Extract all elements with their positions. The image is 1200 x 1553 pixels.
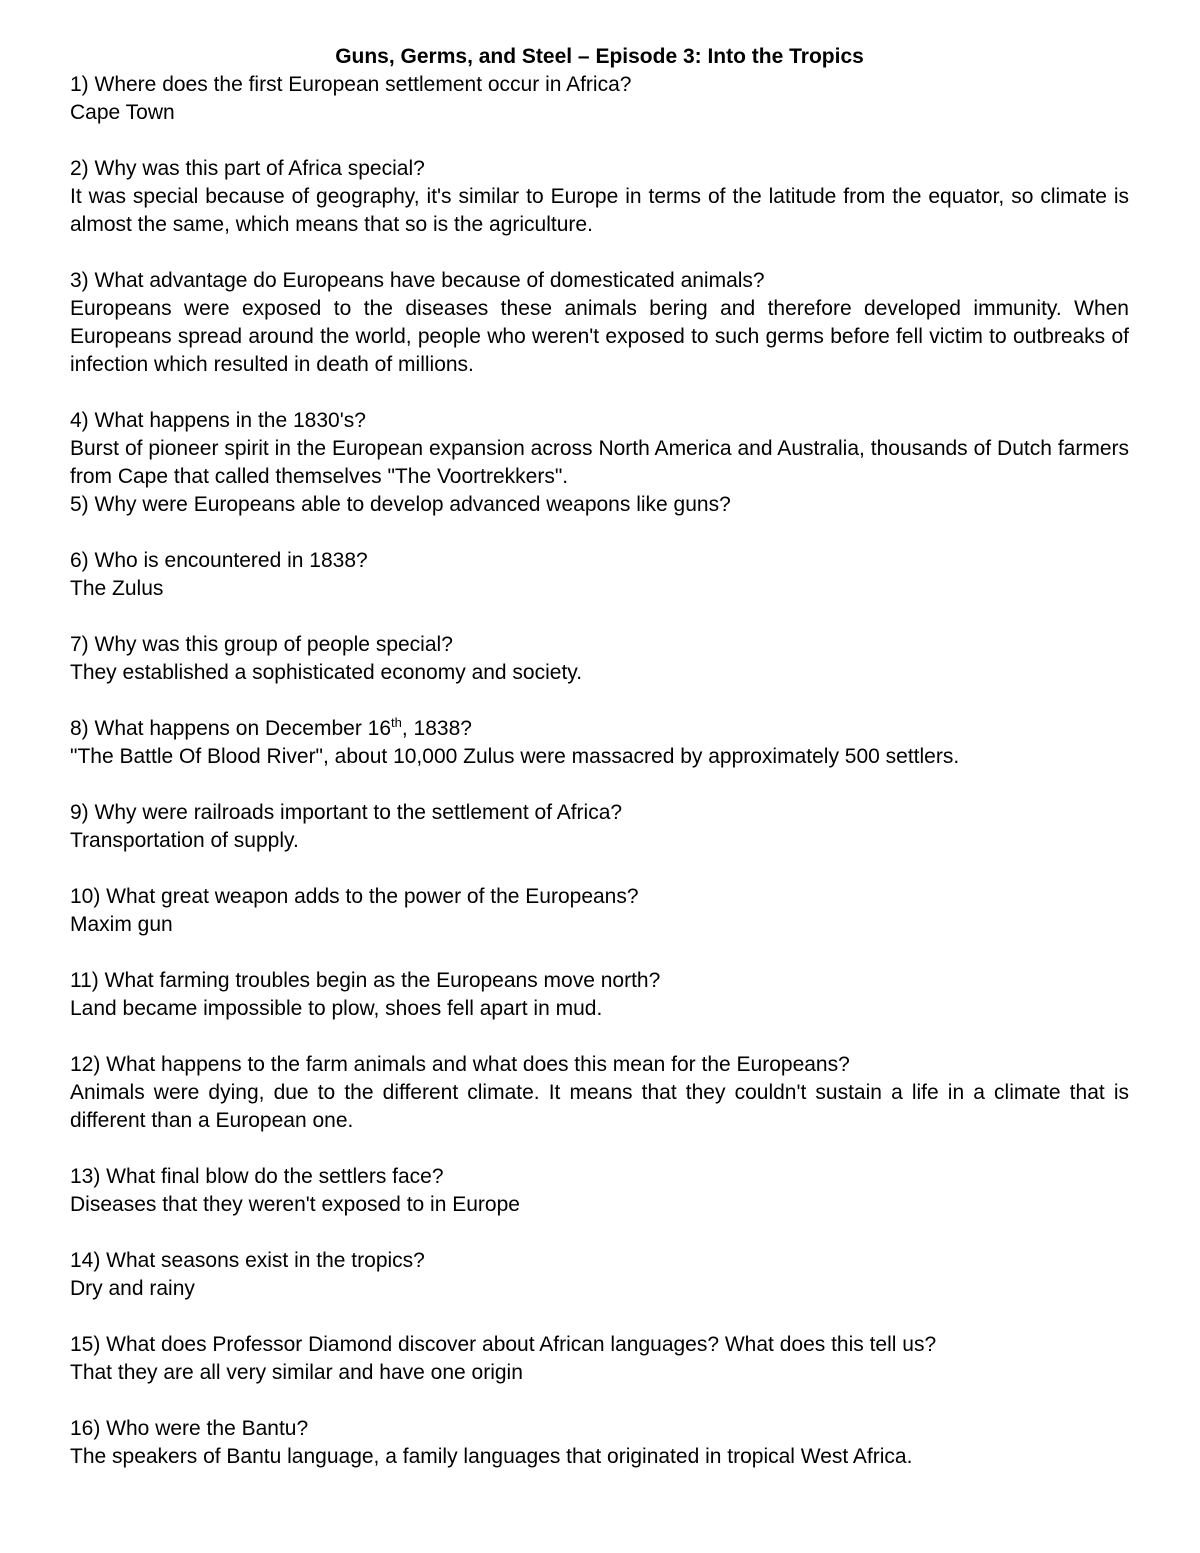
- answer-12: Animals were dying, due to the different climate. It means that they couldn't sustain a life in a climate that is different than a European one.: [70, 1081, 1129, 1132]
- qa-item-7: [70, 631, 1129, 687]
- question-12: 12) What happens to the farm animals and what does this mean for the Europeans?: [70, 1053, 850, 1076]
- question-15: 15) What does Professor Diamond discover about African languages? What does this tell us?: [70, 1333, 937, 1356]
- document-title: Guns, Germs, and Steel – Episode 3: Into the Tropics: [335, 45, 864, 68]
- question-13: 13) What final blow do the settlers face?: [70, 1165, 444, 1188]
- question-16: 16) Who were the Bantu?: [70, 1417, 309, 1440]
- question-9: 9) Why were railroads important to the settlement of Africa?: [70, 801, 623, 824]
- qa-item-6: [70, 547, 1129, 603]
- ordinal-suffix: th: [391, 715, 402, 730]
- question-11: 11) What farming troubles begin as the Europeans move north?: [70, 969, 661, 992]
- qa-item-13: [70, 1163, 1129, 1219]
- answer-8: "The Battle Of Blood River", about 10,000 Zulus were massacred by approximately 500 settlers.: [70, 745, 960, 768]
- question-8: [70, 715, 1129, 743]
- qa-list: [70, 71, 1129, 1471]
- answer-6: The Zulus: [70, 577, 164, 600]
- question-5: 5) Why were Europeans able to develop advanced weapons like guns?: [70, 493, 731, 516]
- question-14: 14) What seasons exist in the tropics?: [70, 1249, 425, 1272]
- answer-13: Diseases that they weren't exposed to in Europe: [70, 1193, 520, 1216]
- answer-9: Transportation of supply.: [70, 829, 299, 852]
- qa-item-10: [70, 883, 1129, 939]
- qa-item-5: [70, 491, 1129, 519]
- question-4: 4) What happens in the 1830's?: [70, 409, 366, 432]
- qa-item-9: [70, 799, 1129, 855]
- qa-item-14: [70, 1247, 1129, 1303]
- qa-item-8: [70, 715, 1129, 771]
- question-2: 2) Why was this part of Africa special?: [70, 157, 425, 180]
- document-page: [70, 43, 1129, 1471]
- answer-7: They established a sophisticated economy and society.: [70, 661, 583, 684]
- question-1: 1) Where does the first European settlement occur in Africa?: [70, 73, 632, 96]
- answer-15: That they are all very similar and have one origin: [70, 1361, 523, 1384]
- answer-10: Maxim gun: [70, 913, 173, 936]
- question-8-suffix: , 1838?: [401, 717, 472, 740]
- question-7: 7) Why was this group of people special?: [70, 633, 453, 656]
- question-6: 6) Who is encountered in 1838?: [70, 549, 368, 572]
- qa-item-12: [70, 1051, 1129, 1135]
- answer-11: Land became impossible to plow, shoes fell apart in mud.: [70, 997, 603, 1020]
- question-8-text: 8) What happens on December 16: [70, 717, 392, 740]
- qa-item-4: [70, 407, 1129, 491]
- qa-item-16: [70, 1415, 1129, 1471]
- qa-item-11: [70, 967, 1129, 1023]
- qa-item-15: [70, 1331, 1129, 1387]
- qa-item-2: [70, 155, 1129, 239]
- answer-16: The speakers of Bantu language, a family languages that originated in tropical West Africa.: [70, 1445, 913, 1468]
- answer-4: Burst of pioneer spirit in the European expansion across North America and Australia, thousands of Dutch farmers from Cape that called themselves "The Voortrekkers".: [70, 437, 1129, 488]
- qa-item-3: [70, 267, 1129, 379]
- answer-2: It was special because of geography, it's similar to Europe in terms of the latitude from the equator, so climate is almost the same, which means that so is the agriculture.: [70, 185, 1129, 236]
- answer-1: Cape Town: [70, 101, 175, 124]
- answer-14: Dry and rainy: [70, 1277, 195, 1300]
- question-10: 10) What great weapon adds to the power of the Europeans?: [70, 885, 639, 908]
- answer-3: Europeans were exposed to the diseases these animals bering and therefore developed immunity. When Europeans spread around the world, people who weren't exposed to such germs before fell victim to outbreaks of infection which resulted in death of millions.: [70, 297, 1129, 376]
- question-3: 3) What advantage do Europeans have because of domesticated animals?: [70, 269, 765, 292]
- qa-item-1: [70, 71, 1129, 127]
